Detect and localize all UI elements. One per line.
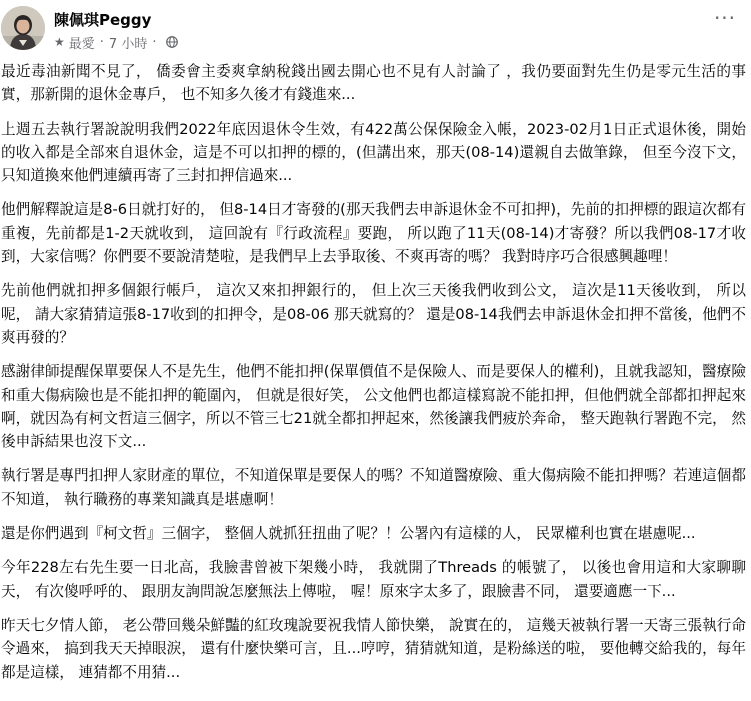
separator-dot: · xyxy=(99,34,104,50)
post-paragraph: 今年228左右先生要一日北高，我臉書曾被下架幾小時， 我就開了Threads 的帳號了， 以後也會用這和大家聊聊天， 有次傻呼呼的、 跟朋友詢問說怎麼無法上傳啦， 喔！原來字太多了，跟臉書不同， 還要適應一下... xyxy=(1,559,746,600)
post-header xyxy=(0,0,751,60)
avatar[interactable] xyxy=(1,6,45,50)
post-paragraph: 先前他們就扣押多個銀行帳戶， 這次又來扣押銀行的， 但上次三天後我們收到公文， 這次是11天後收到， 所以呢， 請大家猜猜這張8-17收到的扣押令，是08-06 那天就寫的？ 還是08-14我們去申訴退休金扣押不當後，他們不爽再發的？ xyxy=(1,282,746,346)
post-paragraph: 昨天七夕情人節， 老公帶回幾朵鮮豔的紅玫瑰說要祝我情人節快樂， 說實在的， 這幾天被執行署一天寄三張執行命令過來， 搞到我天天掉眼淚， 還有什麼快樂可言，且...哼哼，猜猜就知道，是粉絲送的啦， 要他轉交給我的，每年都是這樣， 連猜都不用猜... xyxy=(1,616,746,681)
post-paragraph: 他們解釋說這是8-6日就打好的， 但8-14日才寄發的(那天我們去申訴退休金不可扣押)，先前的扣押標的跟這次都有重複，先前都是1-2天就收到， 這回說有『行政流程』要跑， 所以跑了11天(08-14)才寄發？所以我們08-17才收到，大家信嗎？你們要不要說清楚啦，是我們早上去爭取後、不爽再寄的嗎？ 我對時序巧合很感興趣哩！ xyxy=(1,201,746,266)
post-paragraph: 感謝律師提醒保單要保人不是先生，他們不能扣押(保單價值不是保險人、而是要保人的權利)，且就我認知，醫療險和重大傷病險也是不能扣押的範圍內， 但就是很好笑， 公文他們也都這樣寫說不能扣押，但他們就全部都扣押起來啊，就因為有柯文哲這三個字，所以不管三七21就全都扣押起來，然後讓我們疲於奔命， 整天跑執行署跑不完， 然後申訴結果也沒下文... xyxy=(1,363,746,451)
post-paragraph: 還是你們遇到『柯文哲』三個字， 整個人就抓狂扭曲了呢？！公署內有這樣的人， 民眾權利也實在堪慮呢... xyxy=(1,525,696,543)
post-paragraph: 執行署是專門扣押人家財產的單位，不知道保單是要保人的嗎？不知道醫療險、重大傷病險不能扣押嗎？若連這個都不知道， 執行職務的專業知識真是堪慮啊！ xyxy=(1,467,746,508)
globe-icon[interactable] xyxy=(166,36,178,48)
audience-label: 最愛 xyxy=(68,36,95,52)
more-options-icon[interactable]: ··· xyxy=(713,6,737,30)
post-meta xyxy=(54,33,178,51)
author-name[interactable]: 陳佩琪Peggy xyxy=(54,11,152,29)
avatar-photo xyxy=(1,6,45,50)
star-icon: ★ xyxy=(54,35,65,49)
post-paragraph: 上週五去執行署說說明我們2022年底因退休令生效，有422萬公保保險金入帳，2023-02月1日正式退休後，開始的收入都是全部來自退休金，這是不可以扣押的標的，(但講出來，那天(08-14)還親自去做筆錄， 但至今沒下文，只知道換來他們連續再寄了三封扣押信過來... xyxy=(1,120,746,185)
post-paragraph: 最近毒油新聞不見了， 僑委會主委爽拿納稅錢出國去開心也不見有人討論了 ，我仍要面對先生仍是零元生活的事實，那新開的退休金專戶， 也不知多久後才有錢進來... xyxy=(1,63,746,104)
post-body xyxy=(1,60,746,695)
separator-dot: · xyxy=(152,34,157,50)
timestamp[interactable]: 7 小時 xyxy=(108,36,148,52)
